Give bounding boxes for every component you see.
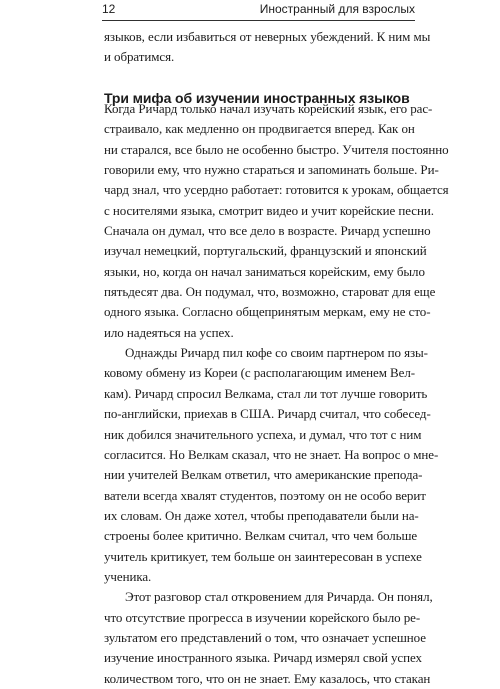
text-line: чард знал, что усердно работает: готовится к урокам, общается: [104, 182, 449, 198]
page-number: 12: [102, 2, 116, 16]
text-line: Когда Ричард только начал изучать корейский язык, его рас-: [104, 101, 433, 116]
text-line: одного языка. Согласно общепринятым меркам, ему не сто-: [104, 304, 431, 320]
text-line: кам). Ричард спросил Велкама, стал ли тот лучше говорить: [104, 385, 428, 401]
header-rule: [102, 20, 415, 21]
text-line: ник добился значительного успеха, и думал, что тот с ним: [104, 426, 422, 442]
text-line: согласится. Но Велкам сказал, что не знает. На вопрос о мне-: [104, 446, 439, 462]
text-line: нии учителей Велкам ответил, что американские препода-: [104, 467, 423, 483]
text-line: строены более критично. Велкам считал, что чем больше: [104, 528, 418, 544]
text-line: ни старался, все было не особенно быстро. Учителя постоянно: [104, 141, 449, 157]
text-line: Этот разговор стал откровением для Ричарда. Он понял,: [125, 589, 433, 605]
text-line: количеством того, что он не знает. Ему казалось, что стакан: [104, 670, 431, 686]
text-line: изучение иностранного языка. Ричард измерял свой успех: [104, 650, 422, 666]
text-line: ило надеяться на успех.: [104, 324, 234, 340]
text-line: по-английски, приехав в США. Ричард считал, что собесед-: [104, 406, 431, 422]
section-heading: Три мифа об изучении иностранных языков: [104, 89, 410, 106]
text-line: ковому обмену из Кореи (с располагающим именем Вел-: [104, 365, 415, 381]
text-line: с носителями языка, смотрит видео и учит корейские песни.: [104, 202, 434, 218]
text-line: языки, но, когда он начал заниматься корейским, ему было: [104, 263, 425, 279]
text-line: ватели всегда хвалят студентов, поэтому он не особо верит: [104, 487, 426, 503]
text-line: их словам. Он даже хотел, чтобы преподаватели были на-: [104, 507, 419, 523]
section-text: [104, 99, 449, 689]
text-line: зультатом его представлений о том, что означает успешное: [104, 629, 426, 645]
text-line: говорили ему, что нужно стараться и запоминать больше. Ри-: [104, 162, 439, 178]
text-line: Сначала он думал, что все дело в возрасте. Ричард успешно: [104, 223, 431, 239]
text-line: что отсутствие прогресса в изучении корейского было ре-: [104, 609, 421, 625]
running-title: Иностранный для взрослых: [259, 2, 415, 16]
text-line: Однажды Ричард пил кофе со своим партнером по язы-: [125, 345, 428, 361]
intro-line: языков, если избавиться от неверных убеждений. К ним мы: [104, 29, 431, 44]
intro-text: [104, 27, 431, 68]
intro-line: и обратимся.: [104, 49, 175, 65]
text-line: учитель критикует, тем больше он заинтересован в успехе: [104, 548, 422, 564]
text-line: ученика.: [104, 568, 152, 584]
text-line: страивало, как медленно он продвигается вперед. Как он: [104, 121, 415, 137]
text-line: пятьдесят два. Он подумал, что, возможно, староват для еще: [104, 284, 436, 300]
text-line: изучал немецкий, португальский, французский и японский: [104, 243, 427, 259]
